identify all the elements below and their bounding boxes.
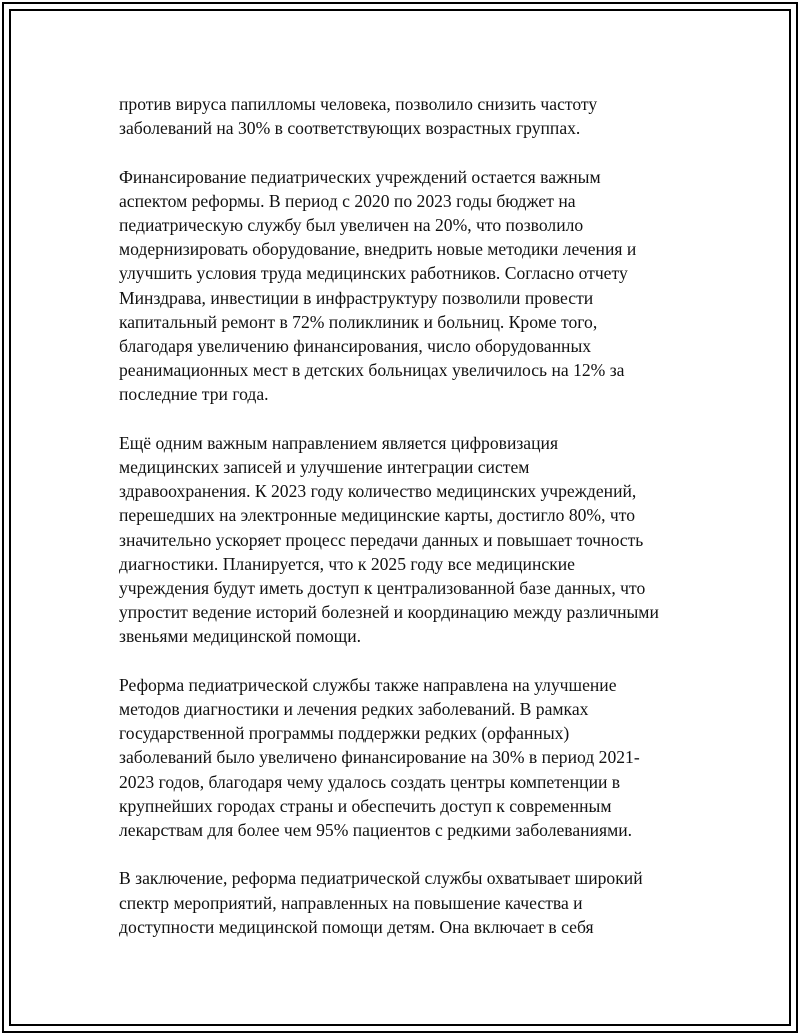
text-line: Реформа педиатрической службы также направлена на улучшение: [119, 674, 617, 695]
text-line: модернизировать оборудование, внедрить новые методики лечения и: [119, 239, 637, 260]
text-line: Минздрава, инвестиции в инфраструктуру позволили провести: [119, 287, 594, 308]
paragraph-5: [119, 866, 709, 939]
text-line: методов диагностики и лечения редких заболеваний. В рамках: [119, 699, 589, 720]
text-line: Ещё одним важным направлением является цифровизация: [119, 432, 559, 453]
text-line: значительно ускоряет процесс передачи данных и повышает точность: [119, 529, 644, 550]
text-line: государственной программы поддержки редких (орфанных): [119, 723, 570, 744]
text-line: доступности медицинской помощи детям. Она включает в себя: [119, 916, 594, 937]
text-line: Финансирование педиатрических учреждений остается важным: [119, 166, 601, 187]
text-line: В заключение, реформа педиатрической службы охватывает широкий: [119, 868, 643, 889]
document-body: [119, 92, 709, 963]
paragraph-1: [119, 92, 709, 140]
text-line: реанимационных мест в детских больницах увеличилось на 12% за: [119, 360, 625, 381]
text-line: упростит ведение историй болезней и координацию между различными: [119, 602, 659, 623]
text-line: диагностики. Планируется, что к 2025 году все медицинские: [119, 553, 575, 574]
text-line: спектр мероприятий, направленных на повышение качества и: [119, 892, 583, 913]
text-line: аспектом реформы. В период с 2020 по 2023 годы бюджет на: [119, 190, 576, 211]
text-line: благодаря увеличению финансирования, число оборудованных: [119, 336, 592, 357]
text-line: здравоохранения. К 2023 году количество медицинских учреждений,: [119, 481, 637, 502]
paragraph-2: [119, 165, 709, 407]
paragraph-4: [119, 673, 709, 842]
text-line: против вируса папилломы человека, позволило снизить частоту: [119, 94, 598, 114]
paragraph-3: [119, 431, 709, 649]
text-line: капитальный ремонт в 72% поликлиник и больниц. Кроме того,: [119, 311, 598, 332]
text-line: учреждения будут иметь доступ к централизованной базе данных, что: [119, 578, 646, 599]
text-line: последние три года.: [119, 384, 269, 405]
text-line: заболеваний на 30% в соответствующих возрастных группах.: [119, 118, 581, 139]
text-line: перешедших на электронные медицинские карты, достигло 80%, что: [119, 505, 635, 526]
text-line: звеньями медицинской помощи.: [119, 626, 362, 647]
text-line: 2023 годов, благодаря чему удалось создать центры компетенции в: [119, 771, 621, 792]
text-line: улучшить условия труда медицинских работников. Согласно отчету: [119, 263, 628, 284]
text-line: педиатрическую службу был увеличен на 20%, что позволило: [119, 215, 584, 235]
text-line: заболеваний было увеличено финансирование на 30% в период 2021-: [119, 747, 640, 768]
text-line: крупнейших городах страны и обеспечить доступ к современным: [119, 795, 612, 816]
text-line: лекарствам для более чем 95% пациентов с редкими заболеваниями.: [119, 820, 633, 841]
text-line: медицинских записей и улучшение интеграции систем: [119, 457, 530, 478]
